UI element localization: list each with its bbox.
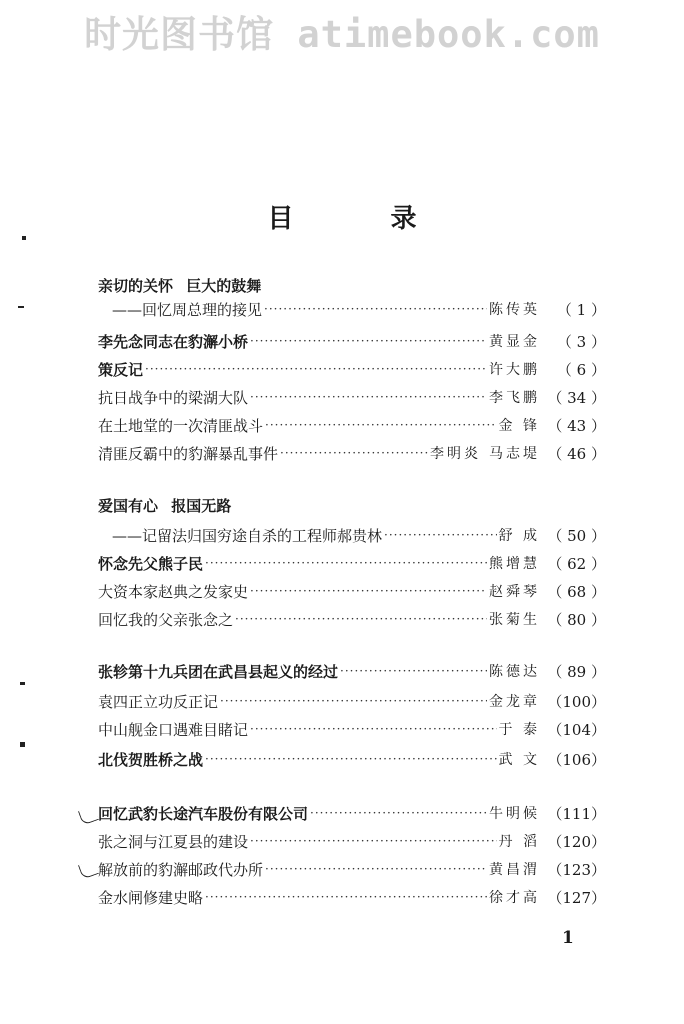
toc-entry-author: 金龙章 bbox=[489, 694, 540, 710]
print-speck bbox=[22, 236, 26, 240]
dot-leader bbox=[340, 664, 487, 678]
toc-entry-title: 在土地堂的一次清匪战斗 bbox=[98, 416, 264, 435]
toc-section-heading bbox=[98, 274, 606, 296]
toc-entry-author: 李飞鹏 bbox=[489, 390, 540, 406]
toc-entry bbox=[98, 748, 606, 770]
toc-entry bbox=[98, 660, 606, 682]
dot-leader bbox=[250, 390, 487, 404]
toc-entry-title: 清匪反霸中的豹澥暴乱事件 bbox=[98, 444, 279, 463]
toc-entry-coauthor: 李明炎 bbox=[430, 446, 481, 462]
dot-leader bbox=[205, 752, 497, 766]
dot-leader bbox=[310, 806, 487, 820]
toc-entry-author: 武 文 bbox=[498, 752, 540, 768]
toc-entry-author: 牛明候 bbox=[489, 806, 540, 822]
toc-entry-title: 回忆我的父亲张念之 bbox=[98, 610, 234, 629]
toc-entry-title: 策反记 bbox=[98, 360, 144, 379]
toc-entry-title: 张轸第十九兵团在武昌县起义的经过 bbox=[98, 662, 339, 681]
toc-section-heading bbox=[98, 494, 606, 516]
dot-leader bbox=[205, 556, 487, 570]
toc-entry-title: ——记留法归国穷途自杀的工程师郝贵林 bbox=[112, 526, 383, 545]
toc-entry-author: 赵舜琴 bbox=[489, 584, 540, 600]
pen-check-mark bbox=[78, 806, 99, 826]
print-speck bbox=[20, 682, 25, 685]
dot-leader bbox=[250, 334, 487, 348]
toc-entry bbox=[98, 886, 606, 908]
toc-entry-page: （ 68 ） bbox=[547, 582, 606, 601]
page-title: 目 录 bbox=[267, 204, 461, 234]
dot-leader bbox=[264, 302, 487, 316]
dot-leader bbox=[265, 862, 487, 876]
toc-entry bbox=[98, 830, 606, 852]
toc-entry-title: 中山舰金口遇难目睹记 bbox=[98, 720, 249, 739]
page-number: 1 bbox=[562, 928, 574, 948]
toc-entry-title: 金水闸修建史略 bbox=[98, 888, 204, 907]
toc-entry-page: （ 1 ） bbox=[556, 300, 606, 319]
toc-entry bbox=[98, 608, 606, 630]
toc-entry bbox=[98, 386, 606, 408]
toc-entry bbox=[98, 414, 606, 436]
toc-entry bbox=[98, 718, 606, 740]
dot-leader bbox=[250, 722, 497, 736]
toc-entry-page: （106） bbox=[547, 750, 606, 769]
toc-entry-author: 黄显金 bbox=[489, 334, 540, 350]
dot-leader bbox=[250, 584, 487, 598]
toc-entry-author: 许大鹏 bbox=[489, 362, 540, 378]
toc-entry-page: （ 3 ） bbox=[556, 332, 606, 351]
toc-entry-author: 张菊生 bbox=[489, 612, 540, 628]
toc-entry bbox=[98, 358, 606, 380]
toc-entry-page: （ 46 ） bbox=[547, 444, 606, 463]
print-speck bbox=[20, 742, 25, 747]
toc-entry-page: （ 50 ） bbox=[547, 526, 606, 545]
toc-entry-author: 于 泰 bbox=[498, 722, 540, 738]
toc-entry-title: 爱国有心 报国无路 bbox=[98, 496, 232, 515]
dot-leader bbox=[205, 890, 487, 904]
dot-leader bbox=[280, 446, 428, 460]
toc-entry-author: 舒 成 bbox=[498, 528, 540, 544]
toc-entry-page: （ 89 ） bbox=[547, 662, 606, 681]
toc-entry bbox=[98, 524, 606, 546]
toc-entry-author: 陈德达 bbox=[489, 664, 540, 680]
dot-leader bbox=[235, 612, 487, 626]
pen-check-mark bbox=[78, 860, 99, 880]
toc-entry bbox=[98, 330, 606, 352]
toc-entry-page: （ 80 ） bbox=[547, 610, 606, 629]
dot-leader bbox=[384, 528, 497, 542]
toc-entry-author: 熊增慧 bbox=[489, 556, 540, 572]
print-speck bbox=[18, 306, 24, 308]
toc-entry-title: ——回忆周总理的接见 bbox=[112, 300, 263, 319]
dot-leader bbox=[145, 362, 487, 376]
dot-leader bbox=[220, 694, 487, 708]
toc-entry bbox=[98, 552, 606, 574]
toc-entry bbox=[98, 298, 606, 320]
toc-entry bbox=[98, 442, 606, 464]
toc-entry-author: 黄昌渭 bbox=[489, 862, 540, 878]
watermark: 时光图书馆 atimebook.com bbox=[84, 13, 600, 56]
toc-entry-page: （104） bbox=[547, 720, 606, 739]
toc-entry-title: 回忆武豹长途汽车股份有限公司 bbox=[98, 804, 309, 823]
toc-entry-author: 金 锋 bbox=[498, 418, 540, 434]
toc-entry-page: （ 62 ） bbox=[547, 554, 606, 573]
toc-entry-page: （123） bbox=[547, 860, 606, 879]
toc-entry bbox=[98, 690, 606, 712]
toc-entry bbox=[98, 802, 606, 824]
toc-entry-page: （120） bbox=[547, 832, 606, 851]
toc-entry-title: 抗日战争中的梁湖大队 bbox=[98, 388, 249, 407]
toc-entry-page: （ 6 ） bbox=[556, 360, 606, 379]
toc-entry-title: 怀念先父熊子民 bbox=[98, 554, 204, 573]
toc-entry-title: 李先念同志在豹澥小桥 bbox=[98, 332, 249, 351]
toc-entry-page: （100） bbox=[547, 692, 606, 711]
toc-entry bbox=[98, 580, 606, 602]
toc-entry-page: （111） bbox=[547, 804, 606, 823]
toc-entry-title: 北伐贺胜桥之战 bbox=[98, 750, 204, 769]
toc-entry-title: 解放前的豹澥邮政代办所 bbox=[98, 860, 264, 879]
toc-entry bbox=[98, 858, 606, 880]
toc-entry-author: 丹 滔 bbox=[498, 834, 540, 850]
toc-entry-title: 亲切的关怀 巨大的鼓舞 bbox=[98, 276, 262, 295]
toc-entry-title: 袁四正立功反正记 bbox=[98, 692, 219, 711]
toc-entry-author: 陈传英 bbox=[489, 302, 540, 318]
dot-leader bbox=[250, 834, 497, 848]
dot-leader bbox=[265, 418, 497, 432]
toc-entry-page: （127） bbox=[547, 888, 606, 907]
toc-entry-author: 徐才高 bbox=[489, 890, 540, 906]
toc-entry-title: 大资本家赵典之发家史 bbox=[98, 582, 249, 601]
toc-entry-title: 张之洞与江夏县的建设 bbox=[98, 832, 249, 851]
toc-entry-page: （ 43 ） bbox=[547, 416, 606, 435]
toc-entry-page: （ 34 ） bbox=[547, 388, 606, 407]
toc-entry-author: 马志堤 bbox=[489, 446, 540, 462]
